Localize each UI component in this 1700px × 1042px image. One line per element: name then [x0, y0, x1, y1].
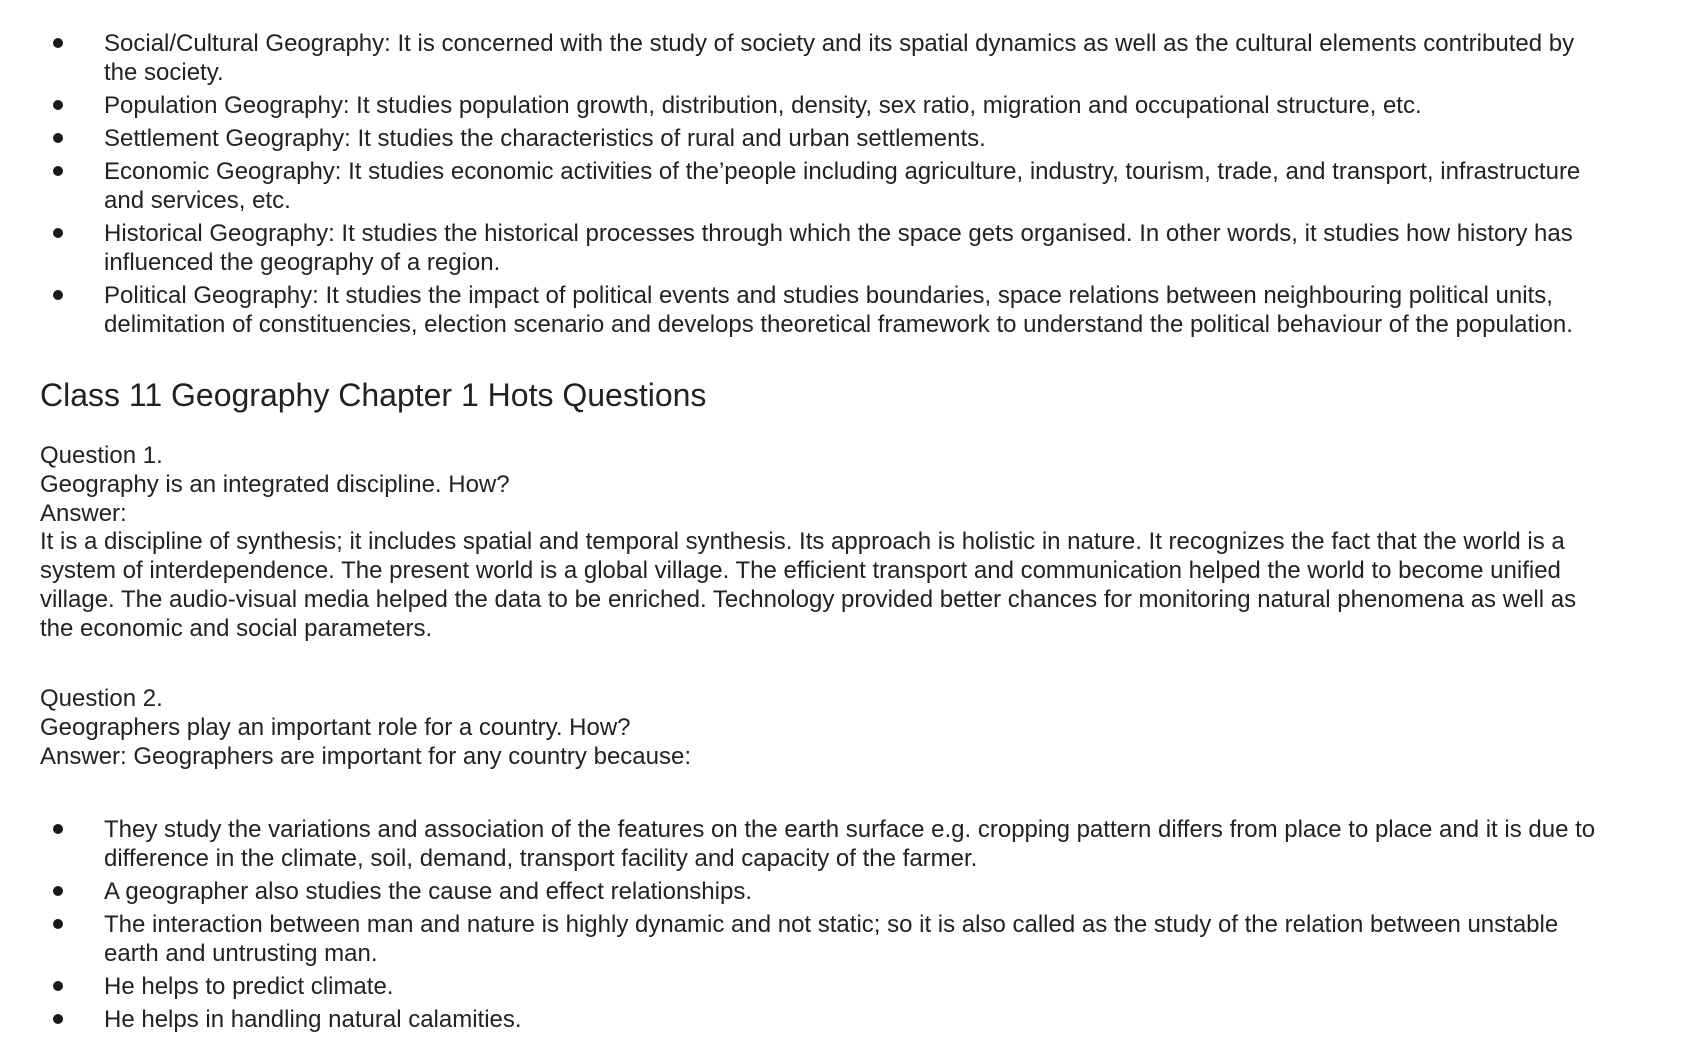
list-item: [0, 157, 1700, 215]
bullet-icon: [53, 228, 63, 238]
list-item-line: the society.: [104, 59, 224, 86]
geographers-importance-list: [0, 815, 1700, 1038]
list-item-line: The interaction between man and nature is highly dynamic and not static; so it is also called as the study of the relation between unstable: [104, 911, 1559, 938]
list-item: [0, 219, 1700, 277]
list-item-line: Economic Geography: It studies economic activities of the’people including agriculture, industry, tourism, trade, and transport, infrastructure: [104, 158, 1581, 185]
bullet-icon: [53, 100, 63, 110]
question-2: [40, 684, 691, 771]
bullet-icon: [53, 290, 63, 300]
bullet-icon: [53, 166, 63, 176]
question-text: Geography is an integrated discipline. How?: [40, 471, 510, 498]
bullet-icon: [53, 981, 63, 991]
list-item-line: A geographer also studies the cause and effect relationships.: [104, 878, 752, 905]
list-item-line: Population Geography: It studies population growth, distribution, density, sex ratio, migration and occupational structure, etc.: [104, 92, 1422, 119]
list-item-line: earth and untrusting man.: [104, 940, 378, 967]
bullet-icon: [53, 133, 63, 143]
geography-branches-list: [0, 29, 1700, 343]
list-item: [0, 29, 1700, 87]
list-item-line: He helps to predict climate.: [104, 973, 394, 1000]
bullet-icon: [53, 1014, 63, 1024]
bullet-icon: [53, 824, 63, 834]
list-item: [0, 91, 1700, 120]
list-item-line: influenced the geography of a region.: [104, 249, 501, 276]
answer-line: village. The audio-visual media helped the data to be enriched. Technology provided better chances for monitoring natural phenomena as well as: [40, 586, 1577, 613]
list-item-line: He helps in handling natural calamities.: [104, 1006, 522, 1033]
list-item: [0, 910, 1700, 968]
question-text: Geographers play an important role for a country. How?: [40, 714, 631, 741]
list-item-line: They study the variations and association of the features on the earth surface e.g. cropping pattern differs from place to place and it is due to: [104, 816, 1596, 843]
answer-line: It is a discipline of synthesis; it includes spatial and temporal synthesis. Its approach is holistic in nature. It recognizes the fact that the world is a: [40, 528, 1565, 555]
question-1-answer: [40, 527, 1576, 643]
answer-line: the economic and social parameters.: [40, 615, 433, 642]
question-1: [40, 441, 510, 528]
bullet-icon: [53, 38, 63, 48]
question-number: Question 1.: [40, 442, 163, 469]
question-number: Question 2.: [40, 685, 163, 712]
list-item-line: Settlement Geography: It studies the characteristics of rural and urban settlements.: [104, 125, 986, 152]
list-item: [0, 124, 1700, 153]
section-heading: Class 11 Geography Chapter 1 Hots Questions: [40, 377, 707, 413]
list-item-line: delimitation of constituencies, election scenario and develops theoretical framework to understand the political behaviour of the population.: [104, 311, 1573, 338]
list-item: [0, 972, 1700, 1001]
list-item: [0, 877, 1700, 906]
list-item: [0, 281, 1700, 339]
list-item-line: Social/Cultural Geography: It is concerned with the study of society and its spatial dynamics as well as the cultural elements contributed by: [104, 30, 1575, 57]
list-item: [0, 1005, 1700, 1034]
list-item-line: and services, etc.: [104, 187, 291, 214]
answer-intro: Answer: Geographers are important for any country because:: [40, 743, 691, 770]
list-item-line: difference in the climate, soil, demand, transport facility and capacity of the farmer.: [104, 845, 978, 872]
answer-label: Answer:: [40, 500, 127, 527]
list-item-line: Political Geography: It studies the impact of political events and studies boundaries, space relations between neighbouring political units,: [104, 282, 1553, 309]
bullet-icon: [53, 886, 63, 896]
list-item: [0, 815, 1700, 873]
answer-line: system of interdependence. The present world is a global village. The efficient transport and communication helped the world to become unified: [40, 557, 1561, 584]
bullet-icon: [53, 919, 63, 929]
list-item-line: Historical Geography: It studies the historical processes through which the space gets organised. In other words, it studies how history has: [104, 220, 1573, 247]
